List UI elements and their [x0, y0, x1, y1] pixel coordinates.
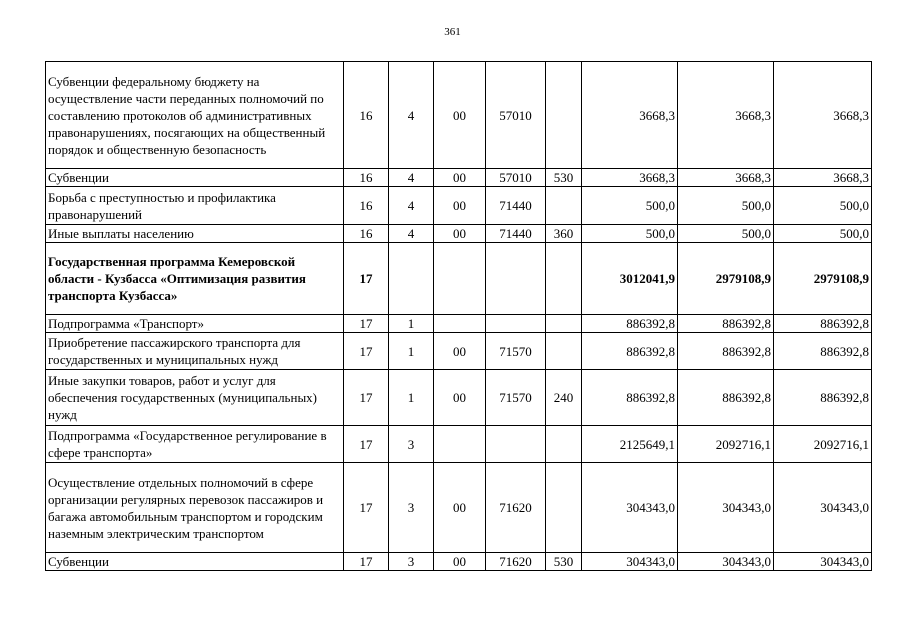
subprogram-code: 1: [389, 315, 434, 333]
table-row: [46, 553, 872, 571]
subprogram-code: [389, 243, 434, 315]
table-row: [46, 169, 872, 187]
amount-year-1: 886392,8: [582, 333, 678, 370]
expense-code: 71620: [486, 463, 546, 553]
type-code: [546, 426, 582, 463]
amount-year-3: 886392,8: [774, 370, 872, 426]
row-name: Субвенции федеральному бюджету на осуществление части переданных полномочий по составлению протоколов об административных правонарушениях, посягающих на общественный порядок и общественную безопасность: [46, 62, 344, 169]
row-name: Осуществление отдельных полномочий в сфере организации регулярных перевозок пассажиров и багажа автомобильным транспортом и городским наземным электрическим транспортом: [46, 463, 344, 553]
program-code: 16: [344, 187, 389, 225]
type-code: 530: [546, 553, 582, 571]
amount-year-1: 304343,0: [582, 463, 678, 553]
amount-year-1: 886392,8: [582, 370, 678, 426]
program-code: 16: [344, 169, 389, 187]
amount-year-3: 2092716,1: [774, 426, 872, 463]
table-row: [46, 463, 872, 553]
type-code: [546, 333, 582, 370]
subprogram-code: 1: [389, 370, 434, 426]
budget-table: [45, 61, 872, 571]
expense-code: 71570: [486, 333, 546, 370]
direction-code: 00: [434, 553, 486, 571]
amount-year-3: 304343,0: [774, 463, 872, 553]
amount-year-2: 500,0: [678, 225, 774, 243]
expense-code: [486, 243, 546, 315]
row-name: Иные выплаты населению: [46, 225, 344, 243]
direction-code: 00: [434, 333, 486, 370]
amount-year-2: 886392,8: [678, 315, 774, 333]
type-code: 360: [546, 225, 582, 243]
amount-year-3: 500,0: [774, 225, 872, 243]
amount-year-1: 2125649,1: [582, 426, 678, 463]
subprogram-code: 4: [389, 187, 434, 225]
page-number: 361: [444, 26, 461, 38]
direction-code: 00: [434, 169, 486, 187]
direction-code: [434, 426, 486, 463]
amount-year-2: 2979108,9: [678, 243, 774, 315]
direction-code: 00: [434, 463, 486, 553]
amount-year-1: 886392,8: [582, 315, 678, 333]
direction-code: [434, 315, 486, 333]
subprogram-code: 4: [389, 62, 434, 169]
program-code: 17: [344, 243, 389, 315]
expense-code: 71440: [486, 225, 546, 243]
amount-year-1: 304343,0: [582, 553, 678, 571]
row-name: Борьба с преступностью и профилактика правонарушений: [46, 187, 344, 225]
amount-year-2: 500,0: [678, 187, 774, 225]
row-name: Государственная программа Кемеровской области - Кузбасса «Оптимизация развития транспорта Кузбасса»: [46, 243, 344, 315]
amount-year-1: 500,0: [582, 225, 678, 243]
amount-year-2: 3668,3: [678, 169, 774, 187]
amount-year-2: 304343,0: [678, 463, 774, 553]
row-name: Подпрограмма «Государственное регулирование в сфере транспорта»: [46, 426, 344, 463]
expense-code: [486, 426, 546, 463]
program-code: 16: [344, 62, 389, 169]
type-code: 530: [546, 169, 582, 187]
type-code: [546, 62, 582, 169]
subprogram-code: 3: [389, 426, 434, 463]
subprogram-code: 3: [389, 463, 434, 553]
amount-year-3: 886392,8: [774, 315, 872, 333]
amount-year-1: 500,0: [582, 187, 678, 225]
subprogram-code: 4: [389, 169, 434, 187]
expense-code: [486, 315, 546, 333]
type-code: [546, 315, 582, 333]
program-code: 17: [344, 426, 389, 463]
table-row: [46, 315, 872, 333]
amount-year-2: 3668,3: [678, 62, 774, 169]
amount-year-3: 886392,8: [774, 333, 872, 370]
table-row: [46, 426, 872, 463]
table-row: [46, 62, 872, 169]
amount-year-1: 3012041,9: [582, 243, 678, 315]
table-row: [46, 243, 872, 315]
expense-code: 57010: [486, 62, 546, 169]
table-row: [46, 333, 872, 370]
subprogram-code: 3: [389, 553, 434, 571]
type-code: 240: [546, 370, 582, 426]
amount-year-2: 886392,8: [678, 333, 774, 370]
program-code: 17: [344, 553, 389, 571]
amount-year-2: 886392,8: [678, 370, 774, 426]
direction-code: 00: [434, 62, 486, 169]
amount-year-3: 2979108,9: [774, 243, 872, 315]
table-row: [46, 225, 872, 243]
amount-year-1: 3668,3: [582, 62, 678, 169]
amount-year-1: 3668,3: [582, 169, 678, 187]
expense-code: 57010: [486, 169, 546, 187]
amount-year-3: 3668,3: [774, 62, 872, 169]
expense-code: 71620: [486, 553, 546, 571]
expense-code: 71440: [486, 187, 546, 225]
type-code: [546, 463, 582, 553]
row-name: Субвенции: [46, 553, 344, 571]
program-code: 17: [344, 333, 389, 370]
program-code: 17: [344, 463, 389, 553]
table-row: [46, 370, 872, 426]
row-name: Приобретение пассажирского транспорта для государственных и муниципальных нужд: [46, 333, 344, 370]
row-name: Подпрограмма «Транспорт»: [46, 315, 344, 333]
row-name: Иные закупки товаров, работ и услуг для обеспечения государственных (муниципальных) нужд: [46, 370, 344, 426]
expense-code: 71570: [486, 370, 546, 426]
amount-year-2: 304343,0: [678, 553, 774, 571]
amount-year-3: 3668,3: [774, 169, 872, 187]
subprogram-code: 4: [389, 225, 434, 243]
program-code: 16: [344, 225, 389, 243]
table-row: [46, 187, 872, 225]
program-code: 17: [344, 315, 389, 333]
amount-year-3: 304343,0: [774, 553, 872, 571]
program-code: 17: [344, 370, 389, 426]
direction-code: 00: [434, 187, 486, 225]
row-name: Субвенции: [46, 169, 344, 187]
amount-year-2: 2092716,1: [678, 426, 774, 463]
amount-year-3: 500,0: [774, 187, 872, 225]
direction-code: 00: [434, 225, 486, 243]
subprogram-code: 1: [389, 333, 434, 370]
type-code: [546, 243, 582, 315]
direction-code: [434, 243, 486, 315]
direction-code: 00: [434, 370, 486, 426]
type-code: [546, 187, 582, 225]
